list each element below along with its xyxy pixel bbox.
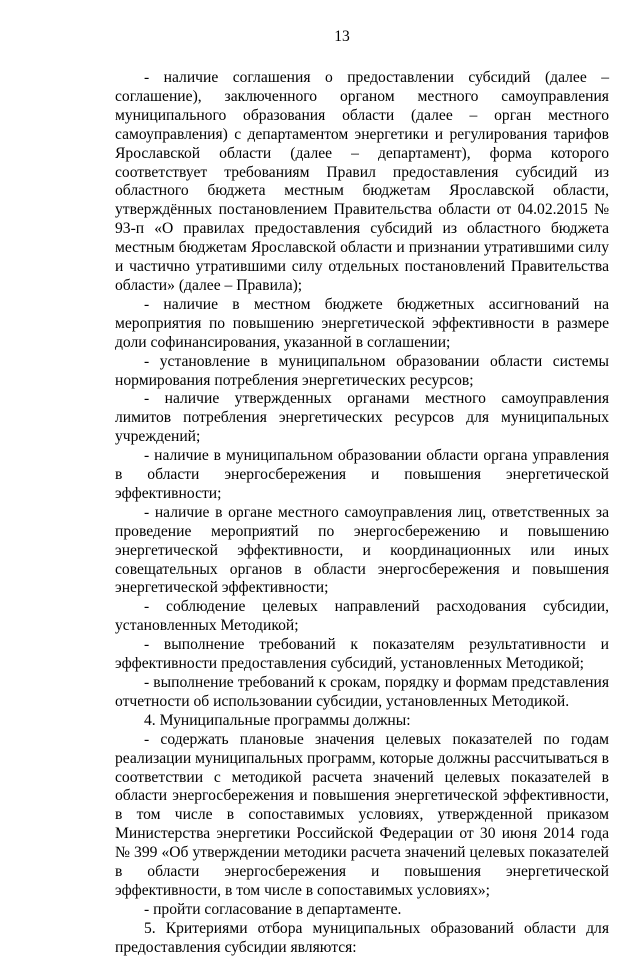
paragraph-responsible-persons: - наличие в органе местного самоуправления лиц, ответственных за проведение мероприятий по энергосбережению и повышению энергетической эффективности, и координационных или иных совещательных органов в области энергосбережения и повышения энергетической эффективности; — [115, 503, 609, 597]
paragraph-target-values: - содержать плановые значения целевых показателей по годам реализации муниципальных программ, которые должны рассчитываться в соответствии с методикой расчета значений целевых показателей в области энергосбережения и повышения энергетической эффективности, в том числе в сопоставимых условиях, утвержденной приказом Министерства энергетики Российской Федерации от 30 июня 2014 года № 399 «Об утверждении методики расчета значений целевых показателей в области энергосбережения и повышения энергетической эффективности, в том числе в сопоставимых условиях»; — [115, 730, 609, 899]
paragraph-consumption-limits: - наличие утвержденных органами местного самоуправления лимитов потребления энергетических ресурсов для муниципальных учреждений; — [115, 390, 609, 446]
paragraph-rationing-system: - установление в муниципальном образовании области системы нормирования потребления энергетических ресурсов; — [115, 352, 609, 389]
paragraph-performance-indicators: - выполнение требований к показателям результативности и эффективности предоставления субсидий, установленных Методикой; — [115, 636, 609, 673]
document-body — [115, 69, 609, 958]
paragraph-section-5: 5. Критериями отбора муниципальных образований области для предоставления субсидии являются: — [115, 919, 609, 956]
paragraph-target-spending: - соблюдение целевых направлений расходования субсидии, установленных Методикой; — [115, 598, 609, 635]
paragraph-section-4: 4. Муниципальные программы должны: — [144, 711, 411, 729]
paragraph-budget-allocations: - наличие в местном бюджете бюджетных ассигнований на мероприятия по повышению энергетической эффективности в размере доли софинансирования, указанной в соглашении; — [115, 295, 609, 351]
paragraph-reporting: - выполнение требований к срокам, порядку и формам представления отчетности об использовании субсидии, установленных Методикой. — [115, 674, 609, 710]
paragraph-approval: - пройти согласование в департаменте. — [144, 900, 402, 918]
paragraph-agreement: - наличие соглашения о предоставлении субсидий (далее – соглашение), заключенного органом местного самоуправления муниципального образования области (далее – орган местного самоуправления) с департаментом энергетики и регулирования тарифов Ярославской области (далее – департамент), форма которого соответствует требованиям Правил предоставления субсидий из областного бюджета местным бюджетам Ярославской области, утверждённых постановлением Правительства области от 04.02.2015 № 93-п «О правилах предоставления субсидий из областного бюджета местным бюджетам Ярославской области и признании утратившими силу и частично утратившими силу отдельных постановлений Правительства области» (далее – Правила); — [115, 69, 609, 294]
paragraph-management-body: - наличие в муниципальном образовании области органа управления в области энергосбережения и повышения энергетической эффективности; — [115, 447, 609, 502]
page-number: 13 — [334, 28, 350, 45]
